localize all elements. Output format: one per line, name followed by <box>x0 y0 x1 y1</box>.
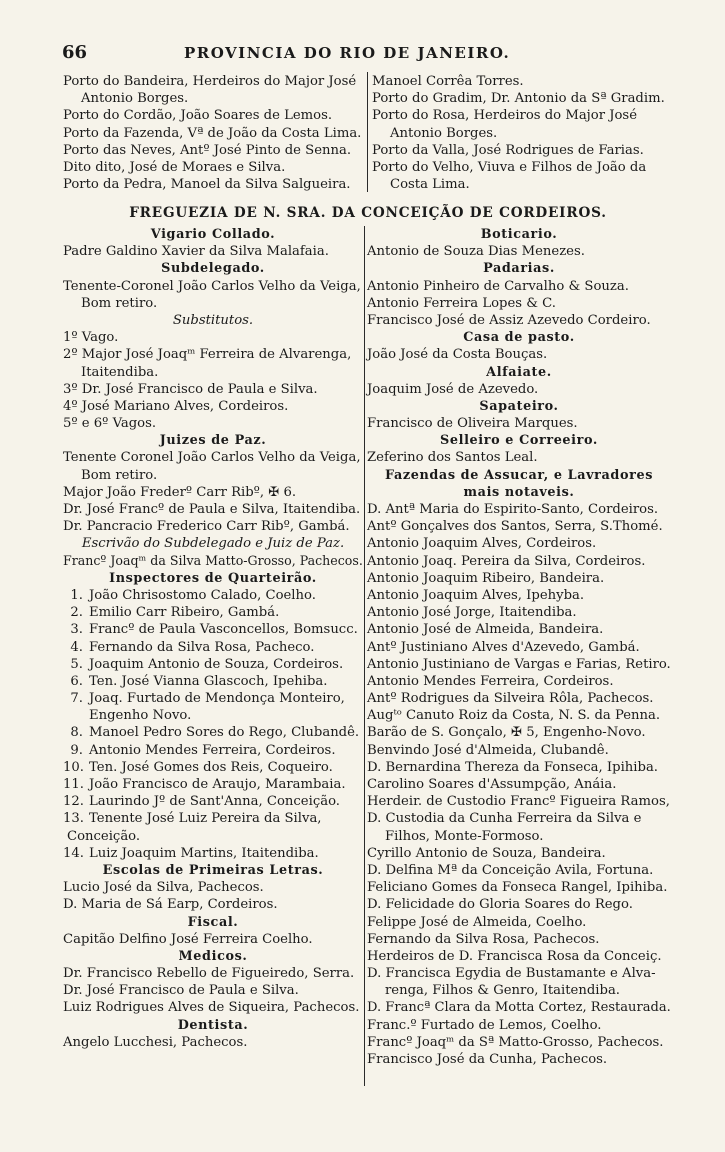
list-item: Antº Justiniano Alves d'Azevedo, Gambá. <box>367 639 640 655</box>
list-item: Benvindo José d'Almeida, Clubandê. <box>367 742 609 758</box>
inspector-row <box>63 845 363 862</box>
item-text: Laurindo Jº de Sant'Anna, Conceição. <box>89 794 340 810</box>
list-item: Antonio Pinheiro de Carvalho & Souza. <box>367 278 629 294</box>
list-item: Filhos, Monte-Formoso. <box>385 828 544 844</box>
list-item: Francº Joaqᵐ da Silva Matto-Grosso, Pachecos. <box>63 553 363 569</box>
column-divider-main <box>364 226 365 1086</box>
list-item: Porto do Rosa, Herdeiros do Major José <box>372 108 638 124</box>
page-header <box>62 42 552 66</box>
heading-medicos: Medicos. <box>178 948 248 964</box>
inspector-row <box>63 793 363 810</box>
list-item: Porto da Fazenda, Vª de João da Costa Lima. <box>63 125 362 141</box>
list-item: Costa Lima. <box>390 177 470 193</box>
list-item: Dr. Pancracio Frederico Carr Ribº, Gambá. <box>63 519 350 535</box>
list-item: Cyrillo Antonio de Souza, Bandeira. <box>367 845 606 861</box>
list-item: Antonio Ferreira Lopes & C. <box>367 295 556 311</box>
running-title: PROVINCIA DO RIO DE JANEIRO. <box>184 44 511 62</box>
list-item: Antonio Joaquim Alves, Ipehyba. <box>367 587 585 603</box>
item-text: João Chrisostomo Calado, Coelho. <box>89 587 316 603</box>
item-text: Tenente José Luiz Pereira da Silva, <box>89 811 322 827</box>
list-item: Antonio José Jorge, Itaitendiba. <box>367 605 577 621</box>
heading-alfaiate: Alfaiate. <box>486 364 552 380</box>
section-title: FREGUEZIA DE N. SRA. DA CONCEIÇÃO DE CORDEIROS. <box>129 205 607 221</box>
list-item: Dr. Francisco Rebello de Figueiredo, Serra. <box>63 966 355 982</box>
list-item: Porto da Valla, José Rodrigues de Farias. <box>372 142 644 158</box>
heading-escrivao: Escrivão do Subdelegado e Juiz de Paz. <box>81 536 345 552</box>
list-item: Capitão Delfino José Ferreira Coelho. <box>63 931 313 947</box>
heading-casa-de-pasto: Casa de pasto. <box>463 330 575 346</box>
list-item: 2º Major José Joaqᵐ Ferreira de Alvarenga, <box>63 347 352 363</box>
inspector-row <box>63 759 363 776</box>
list-item: 4º José Mariano Alves, Cordeiros. <box>63 398 289 414</box>
heading-boticario: Boticario. <box>480 227 558 242</box>
list-item: Antonio José de Almeida, Bandeira. <box>367 622 604 638</box>
item-number: 8. <box>70 725 83 741</box>
list-item: Franc.º Furtado de Lemos, Coelho. <box>367 1017 602 1033</box>
list-item: Felippe José de Almeida, Coelho. <box>367 914 587 930</box>
list-item: Antonio Joaq. Pereira da Silva, Cordeiros. <box>367 553 646 569</box>
list-item: Antonio de Souza Dias Menezes. <box>367 244 585 260</box>
item-number: 5. <box>70 656 83 672</box>
item-text: Conceição. <box>67 828 141 844</box>
inspector-row <box>63 810 363 827</box>
list-item: Francisco de Oliveira Marques. <box>367 416 578 432</box>
item-text: Emilio Carr Ribeiro, Gambá. <box>89 605 280 621</box>
top-right-list <box>372 73 682 193</box>
list-item: Antonio Borges. <box>390 125 498 141</box>
item-text: João Francisco de Araujo, Marambaia. <box>89 777 346 792</box>
list-item: Antonio Mendes Ferreira, Cordeiros. <box>367 673 614 689</box>
list-item: Porto do Cordão, João Soares de Lemos. <box>63 108 333 124</box>
heading-fiscal: Fiscal. <box>187 914 239 930</box>
item-text: Luiz Joaquim Martins, Itaitendiba. <box>89 845 319 861</box>
item-text: Ten. José Gomes dos Reis, Coqueiro. <box>89 759 333 775</box>
heading-padarias: Padarias. <box>483 261 555 277</box>
list-item: Carolino Soares d'Assumpção, Anáia. <box>367 777 617 792</box>
list-item: Dr. José Francº de Paula e Silva, Itaitendiba. <box>63 502 361 517</box>
heading-fazendas: Fazendas de Assucar, e Lavradores <box>384 467 653 483</box>
list-item: Luiz Rodrigues Alves de Siqueira, Pachecos. <box>63 1000 360 1016</box>
list-item: Bom retiro. <box>81 295 158 311</box>
inspector-row <box>63 656 363 673</box>
item-text: Joaq. Furtado de Mendonça Monteiro, <box>89 691 345 707</box>
list-item: Tenente Coronel João Carlos Velho da Veiga, <box>63 450 361 466</box>
list-item: Tenente-Coronel João Carlos Velho da Veiga, <box>63 278 361 294</box>
list-item: Porto do Bandeira, Herdeiros do Major José <box>63 74 357 89</box>
inspector-row <box>63 776 363 793</box>
heading-selleiro: Selleiro e Correeiro. <box>440 433 598 449</box>
top-left-list <box>63 73 367 193</box>
list-item: Antonio Justiniano de Vargas e Farias, Retiro. <box>367 656 671 672</box>
list-item: D. Antª Maria do Espirito-Santo, Cordeiros. <box>367 502 659 517</box>
list-item: D. Delfina Mª da Conceição Avila, Fortuna. <box>367 862 654 878</box>
heading-vigario: Vigario Collado. <box>150 227 276 242</box>
list-item: Francº Joaqᵐ da Sª Matto-Grosso, Pachecos. <box>367 1034 664 1050</box>
heading-juizes: Juizes de Paz. <box>159 433 267 449</box>
inspector-row <box>63 707 363 724</box>
heading-inspectores: Inspectores de Quarteirão. <box>109 570 317 586</box>
list-item: Porto do Gradim, Dr. Antonio da Sª Gradim. <box>372 91 665 107</box>
list-item: 3º Dr. José Francisco de Paula e Silva. <box>63 381 318 397</box>
list-item: Lucio José da Silva, Pachecos. <box>63 880 264 896</box>
list-item: Antº Rodrigues da Silveira Rôla, Pachecos. <box>367 691 654 707</box>
list-item: D. Maria de Sá Earp, Cordeiros. <box>63 897 278 913</box>
left-column <box>63 226 363 1051</box>
list-item: Itaitendiba. <box>81 364 159 380</box>
list-item: Augᵗᵒ Canuto Roiz da Costa, N. S. da Penna. <box>367 708 661 724</box>
list-item: D. Francisca Egydia de Bustamante e Alva- <box>367 966 656 982</box>
item-text: Francº de Paula Vasconcellos, Bomsucc. <box>89 622 358 638</box>
list-item: Porto do Velho, Viuva e Filhos de João da <box>372 159 647 175</box>
item-number: 6. <box>70 673 83 689</box>
list-item: 5º e 6º Vagos. <box>63 416 157 432</box>
list-item: Dr. José Francisco de Paula e Silva. <box>63 983 299 999</box>
list-item: Herdeir. de Custodio Francº Figueira Ramos, <box>367 794 670 810</box>
list-item: D. Francª Clara da Motta Cortez, Restaurada. <box>367 1000 671 1016</box>
list-item: Manoel Corrêa Torres. <box>372 74 524 89</box>
item-text: Engenho Novo. <box>89 708 192 724</box>
list-item: D. Custodia da Cunha Ferreira da Silva e <box>367 811 642 827</box>
item-number: 3. <box>70 622 83 638</box>
item-text: Joaquim Antonio de Souza, Cordeiros. <box>89 656 344 672</box>
inspector-row <box>63 639 363 656</box>
list-item: Antº Gonçalves dos Santos, Serra, S.Thomé. <box>367 519 663 535</box>
item-number: 10. <box>63 759 84 775</box>
heading-subdelegado: Subdelegado. <box>161 261 265 277</box>
inspector-row <box>63 828 363 845</box>
list-item: Antonio Joaquim Ribeiro, Bandeira. <box>367 570 605 586</box>
item-number: 1. <box>70 587 83 603</box>
inspector-row <box>63 587 363 604</box>
list-item: Antonio Joaquim Alves, Cordeiros. <box>367 536 597 552</box>
heading-fazendas-cont: mais notaveis. <box>463 484 575 500</box>
heading-escolas: Escolas de Primeiras Letras. <box>102 862 324 878</box>
list-item: Bom retiro. <box>81 467 158 483</box>
inspector-row <box>63 673 363 690</box>
heading-substitutos: Substitutos. <box>172 312 254 328</box>
list-item: Zeferino dos Santos Leal. <box>367 450 538 466</box>
column-divider-top <box>367 72 368 192</box>
item-number: 7. <box>70 691 83 707</box>
list-item: Herdeiros de D. Francisca Rosa da Conceiç. <box>367 948 662 964</box>
list-item: Dito dito, José de Moraes e Silva. <box>63 159 286 175</box>
list-item: Major João Frederº Carr Ribº, ✠ 6. <box>63 484 297 500</box>
item-number: 4. <box>70 639 83 655</box>
item-number: 2. <box>70 605 83 621</box>
item-text: Antonio Mendes Ferreira, Cordeiros. <box>89 742 336 758</box>
item-text: Ten. José Vianna Glascoch, Ipehiba. <box>89 673 328 689</box>
list-item: João José da Costa Bouças. <box>367 347 548 363</box>
list-item: Joaquim José de Azevedo. <box>367 381 539 397</box>
list-item: Feliciano Gomes da Fonseca Rangel, Ipihiba. <box>367 880 668 896</box>
heading-dentista: Dentista. <box>177 1017 249 1033</box>
list-item: Angelo Lucchesi, Pachecos. <box>63 1034 248 1050</box>
item-number: 14. <box>63 845 84 861</box>
inspector-row <box>63 724 363 741</box>
list-item: Fernando da Silva Rosa, Pachecos. <box>367 931 600 947</box>
list-item: 1º Vago. <box>63 330 119 346</box>
list-item: D. Felicidade do Gloria Soares do Rego. <box>367 897 633 913</box>
list-item: Porto da Pedra, Manoel da Silva Salgueira. <box>63 177 351 193</box>
list-item: Antonio Borges. <box>81 91 189 107</box>
item-number: 11. <box>63 777 84 792</box>
inspector-row <box>63 690 363 707</box>
right-column <box>367 226 671 1068</box>
list-item: Padre Galdino Xavier da Silva Malafaia. <box>63 244 329 260</box>
heading-sapateiro: Sapateiro. <box>479 398 559 414</box>
list-item: Porto das Neves, Antº José Pinto de Senna. <box>63 142 352 158</box>
item-text: Fernando da Silva Rosa, Pacheco. <box>89 639 315 655</box>
item-text: Manoel Pedro Sores do Rego, Clubandê. <box>89 725 360 741</box>
item-number: 9. <box>70 742 83 758</box>
list-item: Francisco José da Cunha, Pachecos. <box>367 1052 608 1067</box>
inspector-row <box>63 621 363 638</box>
page-number: 66 <box>62 42 88 63</box>
list-item: renga, Filhos & Genro, Itaitendiba. <box>385 983 620 999</box>
list-item: Barão de S. Gonçalo, ✠ 5, Engenho-Novo. <box>367 725 646 741</box>
list-item: D. Bernardina Thereza da Fonseca, Ipihiba. <box>367 759 658 775</box>
list-item: Francisco José de Assiz Azevedo Cordeiro. <box>367 312 651 328</box>
item-number: 13. <box>63 811 84 827</box>
item-number: 12. <box>63 794 84 810</box>
inspector-row <box>63 742 363 759</box>
inspector-row <box>63 604 363 621</box>
